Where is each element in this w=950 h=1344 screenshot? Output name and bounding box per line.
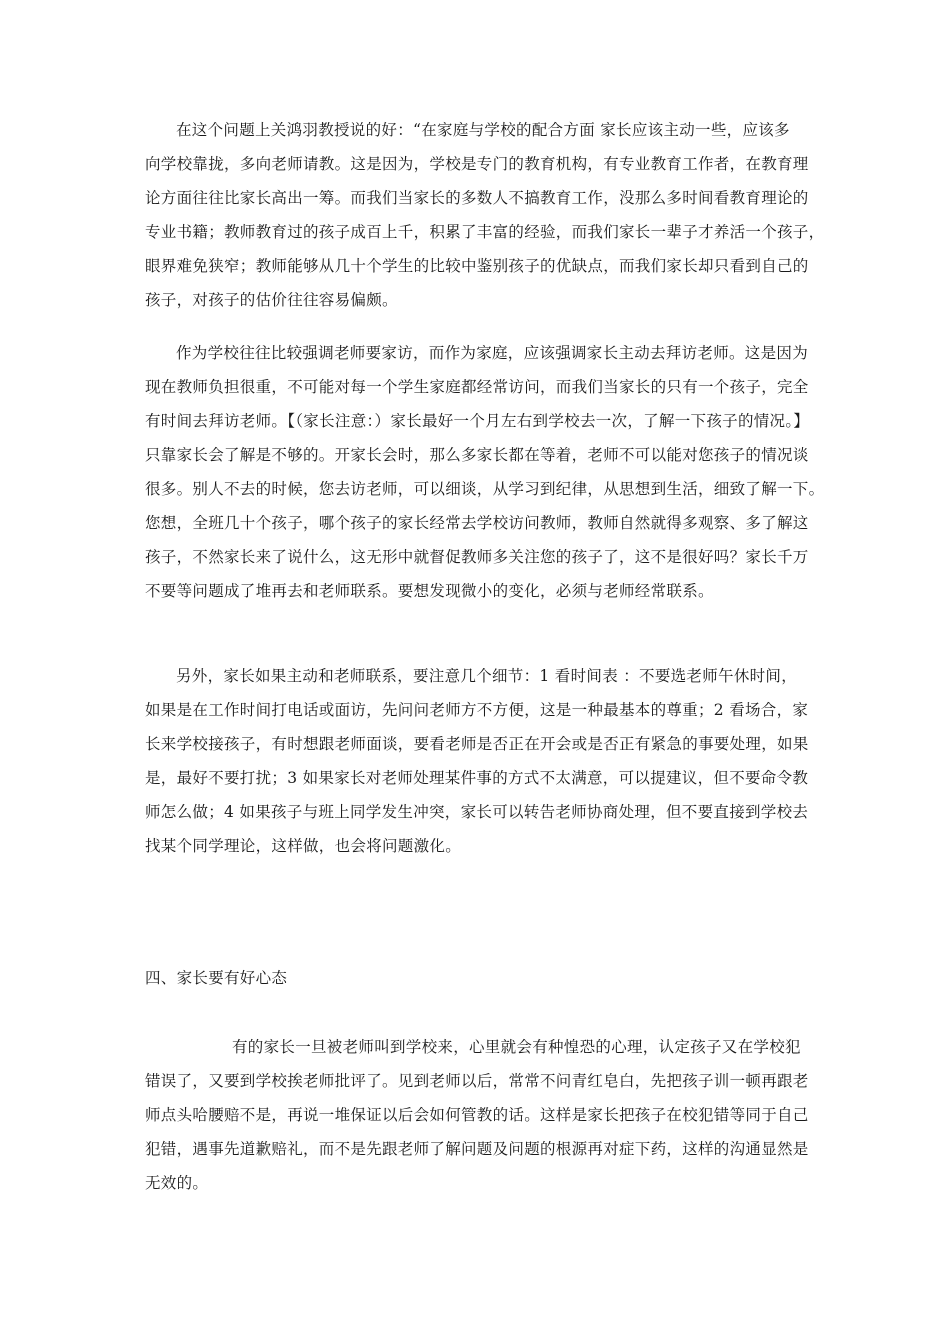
paragraph-4-line-1: 有的家长一旦被老师叫到学校来，心里就会有种惶恐的心理，认定孩子又在学校犯 [232, 1038, 801, 1056]
paragraph-1-line-3: 论方面往往比家长高出一筹。而我们当家长的多数人不搞教育工作，没那么多时间看教育理论的 [145, 189, 809, 207]
paragraph-1-line-4: 专业书籍；教师教育过的孩子成百上千，积累了丰富的经验，而我们家长一辈子才养活一个孩子， [145, 223, 825, 241]
paragraph-2-line-3: 有时间去拜访老师。【（家长注意：）家长最好一个月左右到学校去一次，了解一下孩子的情况。】 [145, 412, 810, 430]
paragraph-1-line-6: 孩子，对孩子的估价往往容易偏颇。 [145, 291, 398, 309]
paragraph-3-line-5: 师怎么做；4 如果孩子与班上同学发生冲突，家长可以转告老师协商处理，但不要直接到学校去 [145, 803, 809, 821]
paragraph-4-line-5: 无效的。 [145, 1174, 209, 1192]
paragraph-2-line-7: 孩子，不然家长来了说什么，这无形中就督促教师多关注您的孩子了，这不是很好吗？家长千万 [145, 548, 809, 566]
paragraph-1-line-5: 眼界难免狭窄；教师能够从几十个学生的比较中鉴别孩子的优缺点，而我们家长却只看到自己的 [145, 257, 809, 275]
paragraph-1-line-2: 向学校靠拢，多向老师请教。这是因为，学校是专门的教育机构，有专业教育工作者，在教育理 [145, 155, 809, 173]
paragraph-3-line-4: 是，最好不要打扰；3 如果家长对老师处理某件事的方式不太满意，可以提建议，但不要命令教 [145, 769, 809, 787]
paragraph-2-line-4: 只靠家长会了解是不够的。开家长会时，那么多家长都在等着，老师不可以能对您孩子的情况谈 [145, 446, 809, 464]
paragraph-3-line-2: 如果是在工作时间打电话或面访，先问问老师方不方便，这是一种最基本的尊重；2 看场合，家 [145, 701, 809, 719]
paragraph-2-line-2: 现在教师负担很重，不可能对每一个学生家庭都经常访问，而我们当家长的只有一个孩子，完全 [145, 378, 809, 396]
section-heading: 四、家长要有好心态 [145, 969, 288, 987]
paragraph-3-line-3: 长来学校接孩子，有时想跟老师面谈，要看老师是否正在开会或是否正有紧急的事要处理，如果 [145, 735, 809, 753]
paragraph-4-line-4: 犯错，遇事先道歉赔礼，而不是先跟老师了解问题及问题的根源再对症下药，这样的沟通显然是 [145, 1140, 809, 1158]
paragraph-1-line-1: 在这个问题上关鸿羽教授说的好：“在家庭与学校的配合方面 家长应该主动一些，应该多 [176, 121, 790, 139]
paragraph-2-line-5: 很多。别人不去的时候，您去访老师，可以细谈，从学习到纪律，从思想到生活，细致了解一下。 [145, 480, 825, 498]
paragraph-2-line-1: 作为学校往往比较强调老师要家访，而作为家庭，应该强调家长主动去拜访老师。这是因为 [176, 344, 809, 362]
paragraph-4-line-3: 师点头哈腰赔不是，再说一堆保证以后会如何管教的话。这样是家长把孩子在校犯错等同于自己 [145, 1106, 809, 1124]
paragraph-4-line-2: 错误了，又要到学校挨老师批评了。见到老师以后，常常不问青红皂白，先把孩子训一顿再跟老 [145, 1072, 809, 1090]
paragraph-2-line-8: 不要等问题成了堆再去和老师联系。要想发现微小的变化，必须与老师经常联系。 [145, 582, 714, 600]
paragraph-3-line-1: 另外，家长如果主动和老师联系，要注意几个细节：1 看时间表 ：不要选老师午休时间， [176, 667, 798, 685]
paragraph-3-line-6: 找某个同学理论，这样做，也会将问题激化。 [145, 837, 462, 855]
paragraph-2-line-6: 您想，全班几十个孩子，哪个孩子的家长经常去学校访问教师，教师自然就得多观察、多了解这 [145, 514, 809, 532]
